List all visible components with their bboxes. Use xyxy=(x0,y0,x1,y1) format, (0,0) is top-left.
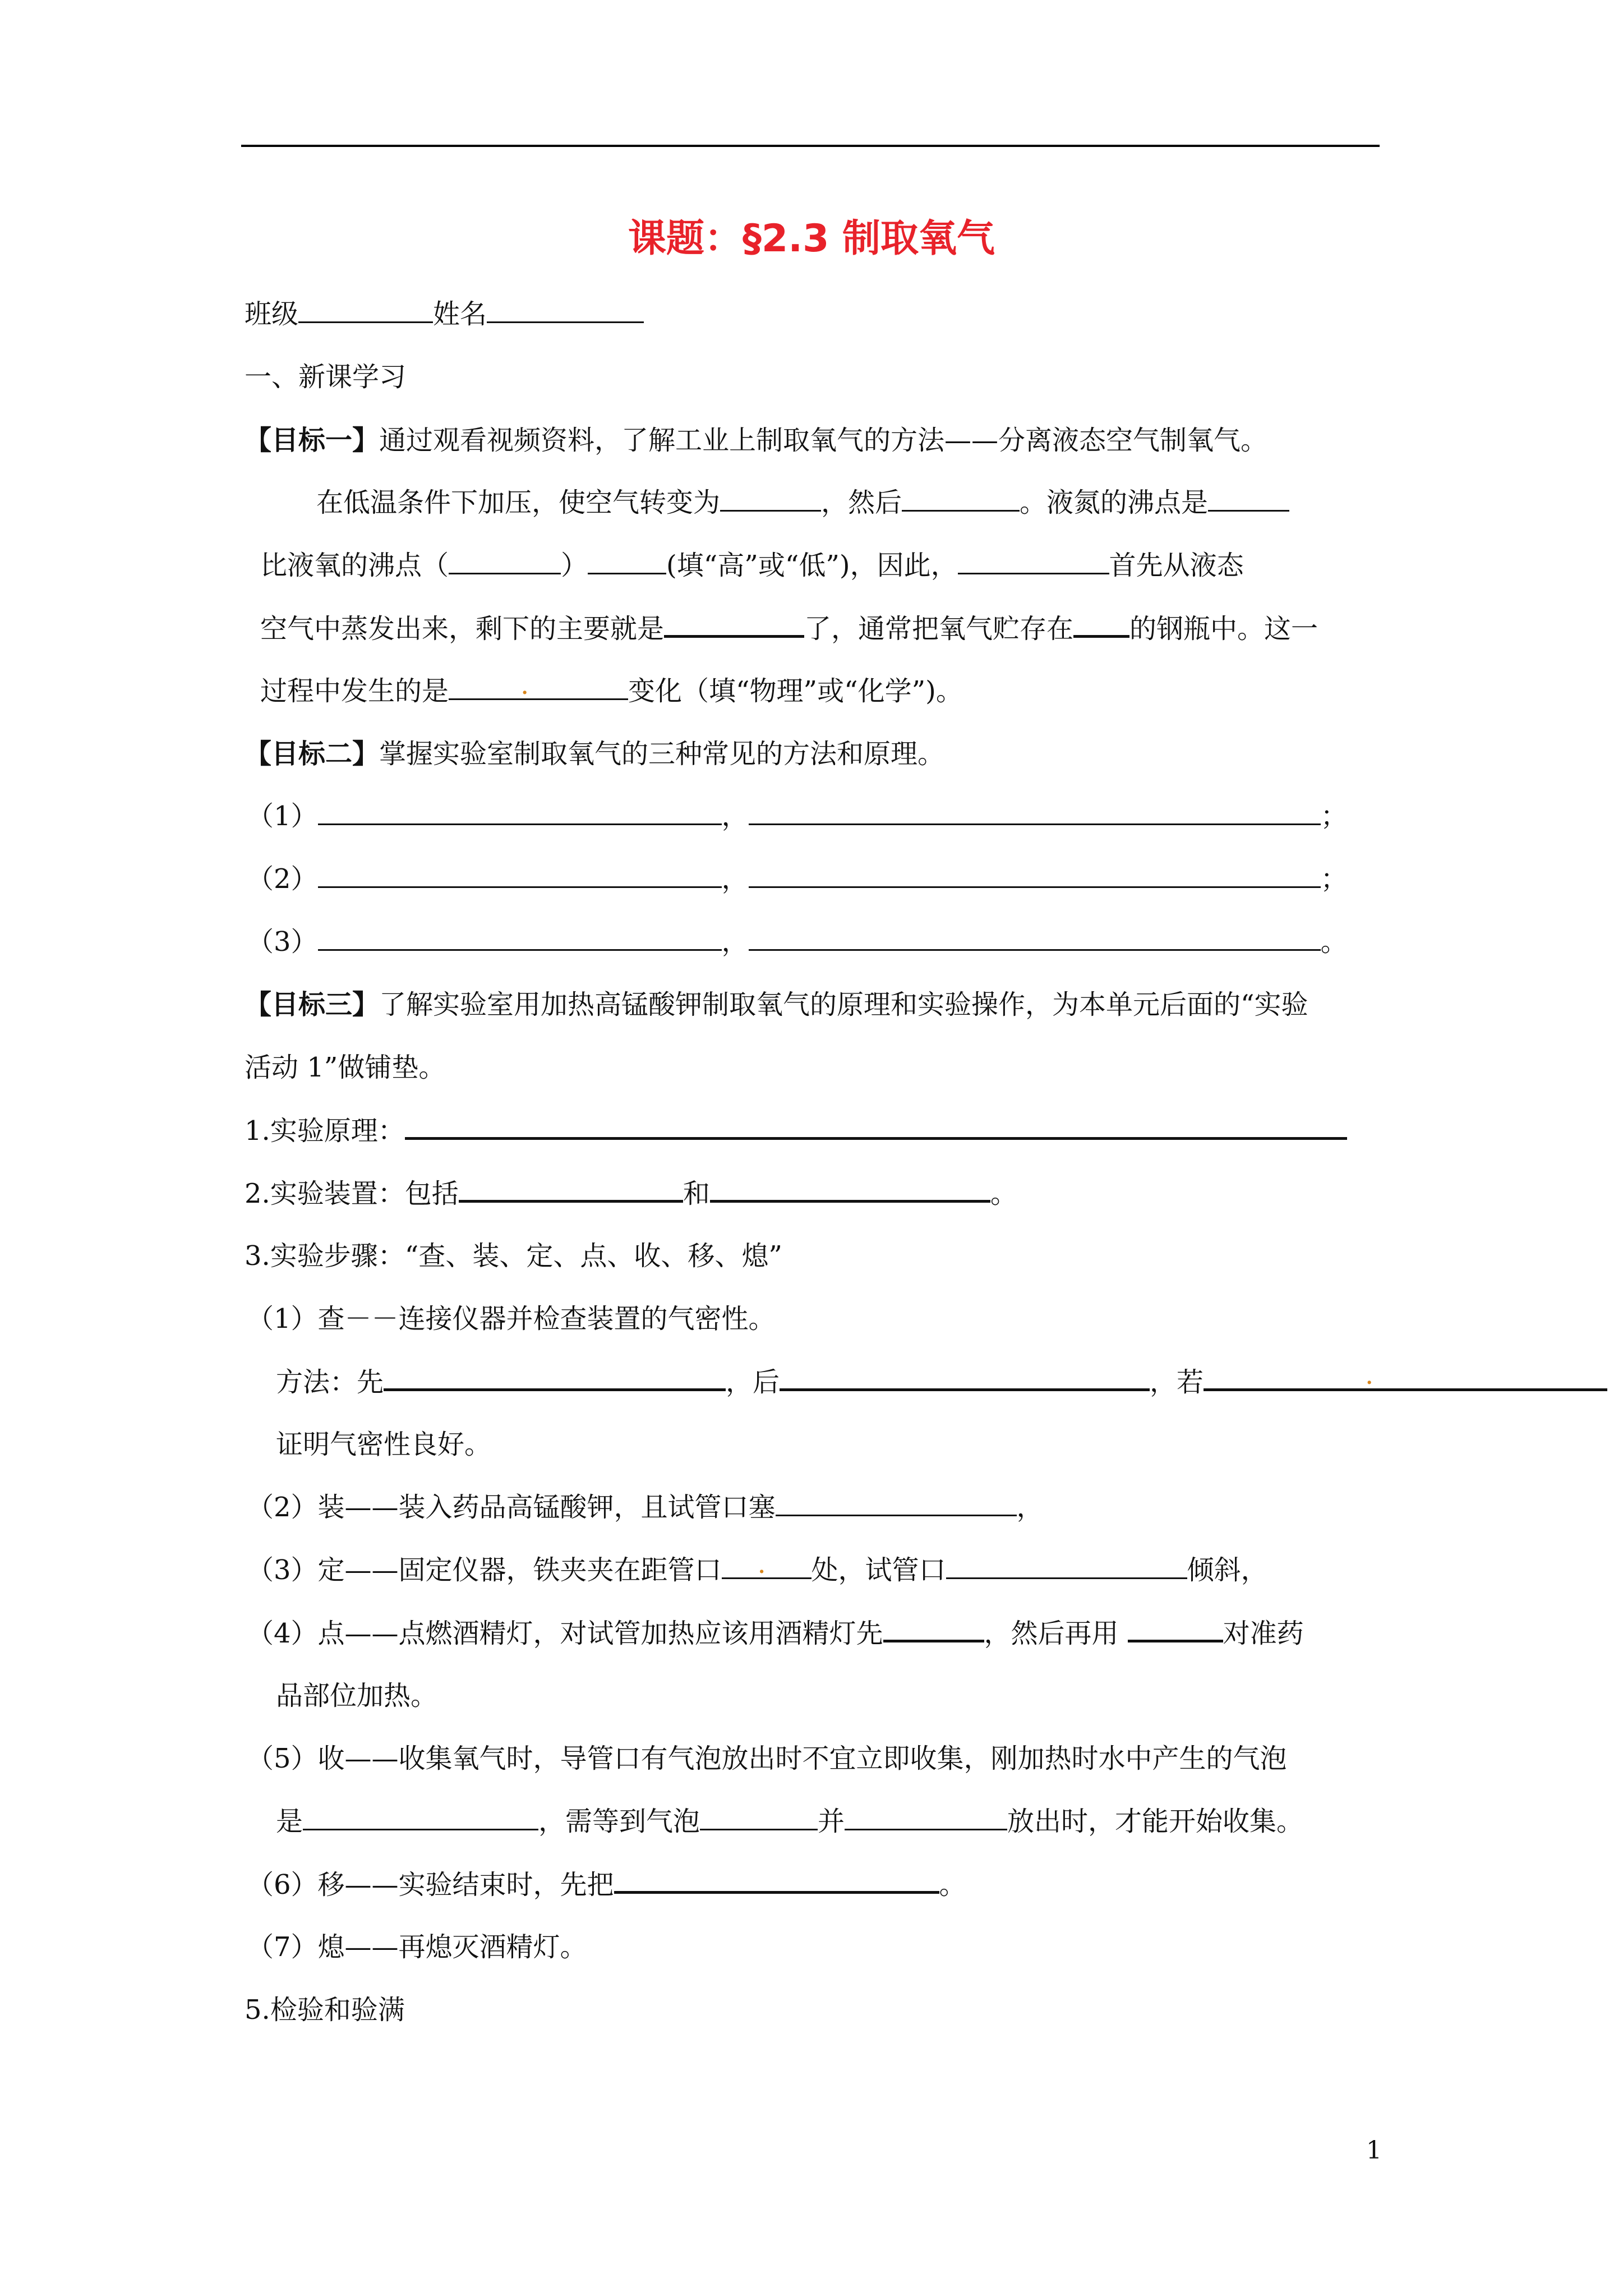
goal1-p1 xyxy=(316,486,1289,519)
step3 xyxy=(247,1553,1268,1587)
steps-title: 3.实验步骤：“查、装、定、点、收、移、熄” xyxy=(245,1240,782,1272)
text: ； xyxy=(1320,863,1348,895)
text: 变化（填“物理”或“化学”)。 xyxy=(628,675,963,707)
text: 1.实验原理： xyxy=(245,1115,405,1147)
method-if-field[interactable] xyxy=(1204,1365,1607,1391)
tilt-field[interactable] xyxy=(946,1554,1187,1579)
check-heading: 5.检验和验满 xyxy=(245,1994,405,2026)
flame-field[interactable] xyxy=(1128,1616,1223,1642)
blank-then[interactable] xyxy=(902,486,1020,512)
bubble-state-field-1[interactable] xyxy=(700,1805,818,1830)
text: ，后 xyxy=(726,1366,780,1398)
class-name-line xyxy=(245,297,644,331)
method-blank[interactable] xyxy=(318,863,722,888)
text: 空气中蒸发出来，剩下的主要就是 xyxy=(260,613,665,645)
text: 2.实验装置：包括 xyxy=(245,1178,459,1209)
goal1-p4 xyxy=(260,674,963,708)
page-title: 课题：§2.3 制取氧气 xyxy=(628,217,995,261)
goal2-item-2 xyxy=(247,862,1348,896)
page-number: 1 xyxy=(1366,2136,1382,2165)
text: 是 xyxy=(276,1806,303,1837)
method-first-field[interactable] xyxy=(384,1365,726,1391)
text: ， xyxy=(721,800,749,832)
preheat-field[interactable] xyxy=(883,1616,984,1642)
text: ； xyxy=(1320,800,1348,832)
text: (填“高”或“低”)，因此， xyxy=(666,550,958,581)
text: 。 xyxy=(1320,926,1348,958)
bubble-state-field-2[interactable] xyxy=(845,1805,1007,1830)
goal2-line xyxy=(245,737,944,771)
text: 比液氧的沸点（ xyxy=(260,550,449,581)
text: 和 xyxy=(683,1178,710,1209)
step4 xyxy=(247,1616,1304,1650)
class-field[interactable] xyxy=(298,298,433,323)
step7: （7）熄——再熄灭酒精灯。 xyxy=(247,1931,587,1963)
blank-cylinder-color[interactable] xyxy=(1073,611,1129,638)
text: 首先从液态 xyxy=(1109,550,1244,581)
principle-field[interactable] xyxy=(405,1114,1347,1140)
blank-liquid-air[interactable] xyxy=(720,486,821,512)
method-then-field[interactable] xyxy=(780,1365,1150,1391)
goal3-text: 了解实验室用加热高锰酸钾制取氧气的原理和实验操作，为本单元后面的“实验 xyxy=(379,989,1308,1020)
goal3-line xyxy=(245,988,1308,1022)
step6 xyxy=(247,1867,966,1902)
blank-remaining[interactable] xyxy=(664,611,804,638)
method-line xyxy=(276,1365,1607,1399)
header-rule xyxy=(241,145,1380,147)
goal2-text: 掌握实验室制取氧气的三种常见的方法和原理。 xyxy=(379,738,945,770)
text: 。液氮的沸点是 xyxy=(1020,487,1209,518)
text: 倾斜， xyxy=(1187,1554,1268,1586)
name-field[interactable] xyxy=(487,298,644,323)
text: （2）装——装入药品高锰酸钾，且试管口塞 xyxy=(247,1492,776,1523)
apparatus-line xyxy=(245,1176,1017,1211)
text: ， xyxy=(1016,1492,1044,1523)
method-blank[interactable] xyxy=(318,800,722,825)
method-result: 证明气密性良好。 xyxy=(276,1429,492,1460)
clamp-distance-field[interactable] xyxy=(722,1554,811,1579)
principle-blank[interactable] xyxy=(749,800,1321,825)
goal1-p2 xyxy=(260,549,1244,582)
text: 。 xyxy=(990,1178,1017,1209)
text: 对准药 xyxy=(1223,1618,1304,1649)
text: 处，试管口 xyxy=(811,1554,946,1586)
text: ，若 xyxy=(1150,1366,1204,1398)
step5-cont xyxy=(276,1805,1303,1838)
text: 放出时，才能开始收集。 xyxy=(1007,1806,1304,1837)
blank-o2-bp[interactable] xyxy=(449,549,561,574)
text: 在低温条件下加压，使空气转变为 xyxy=(316,487,721,518)
text: ，然后 xyxy=(821,487,902,518)
apparatus-field-1[interactable] xyxy=(459,1176,683,1203)
step4-cont: 品部位加热。 xyxy=(276,1680,438,1711)
text: ， xyxy=(721,926,749,958)
goal1-line xyxy=(245,424,1267,457)
initial-bubbles-field[interactable] xyxy=(303,1805,538,1830)
step2 xyxy=(247,1490,1044,1524)
goal1-p3 xyxy=(260,611,1318,646)
text: ） xyxy=(561,550,588,581)
text: （3）定——固定仪器，铁夹夹在距管口 xyxy=(247,1554,722,1586)
item-number: （1） xyxy=(247,800,318,832)
section-heading: 一、新课学习 xyxy=(245,361,407,393)
goal2-head: 【目标二】 xyxy=(245,738,380,770)
goal2-item-1 xyxy=(247,799,1348,833)
blank-high-low[interactable] xyxy=(588,549,666,574)
name-label: 姓名 xyxy=(433,298,487,330)
text: 。 xyxy=(939,1869,966,1901)
goal3-head: 【目标三】 xyxy=(245,989,380,1020)
text: 的钢瓶中。这一 xyxy=(1129,613,1318,645)
goal1-text: 通过观看视频资料，了解工业上制取氧气的方法——分离液态空气制氧气。 xyxy=(379,425,1268,456)
principle-blank[interactable] xyxy=(749,863,1321,888)
apparatus-field-2[interactable] xyxy=(710,1176,990,1203)
principle-blank[interactable] xyxy=(749,926,1321,951)
text: （6）移——实验结束时，先把 xyxy=(247,1869,614,1901)
text: ，需等到气泡 xyxy=(538,1806,700,1837)
method-blank[interactable] xyxy=(318,926,722,951)
blank-n2-bp[interactable] xyxy=(1208,486,1289,512)
item-number: （2） xyxy=(247,863,318,895)
class-label: 班级 xyxy=(245,298,299,330)
blank-change-type[interactable] xyxy=(449,675,628,700)
text: 并 xyxy=(818,1806,845,1837)
goal2-item-3 xyxy=(247,925,1348,959)
goal3-line-2: 活动 1”做铺垫。 xyxy=(245,1052,446,1083)
step5: （5）收——收集氧气时，导管口有气泡放出时不宜立即收集，刚加热时水中产生的气泡 xyxy=(247,1743,1287,1774)
item-number: （3） xyxy=(247,926,318,958)
text: ， xyxy=(721,863,749,895)
text: （4）点——点燃酒精灯，对试管加热应该用酒精灯先 xyxy=(247,1618,883,1649)
step1: （1）查－－连接仪器并检查装置的气密性。 xyxy=(247,1303,776,1335)
text: 了，通常把氧气贮存在 xyxy=(804,613,1074,645)
blank-first-evaporate[interactable] xyxy=(958,549,1109,574)
principle-line xyxy=(245,1114,1347,1148)
goal1-head: 【目标一】 xyxy=(245,425,380,456)
stopper-field[interactable] xyxy=(776,1491,1017,1516)
text: 过程中发生的是 xyxy=(260,675,449,707)
remove-field[interactable] xyxy=(614,1867,939,1894)
text: ，然后再用 xyxy=(984,1618,1119,1649)
text: 方法：先 xyxy=(276,1366,384,1398)
